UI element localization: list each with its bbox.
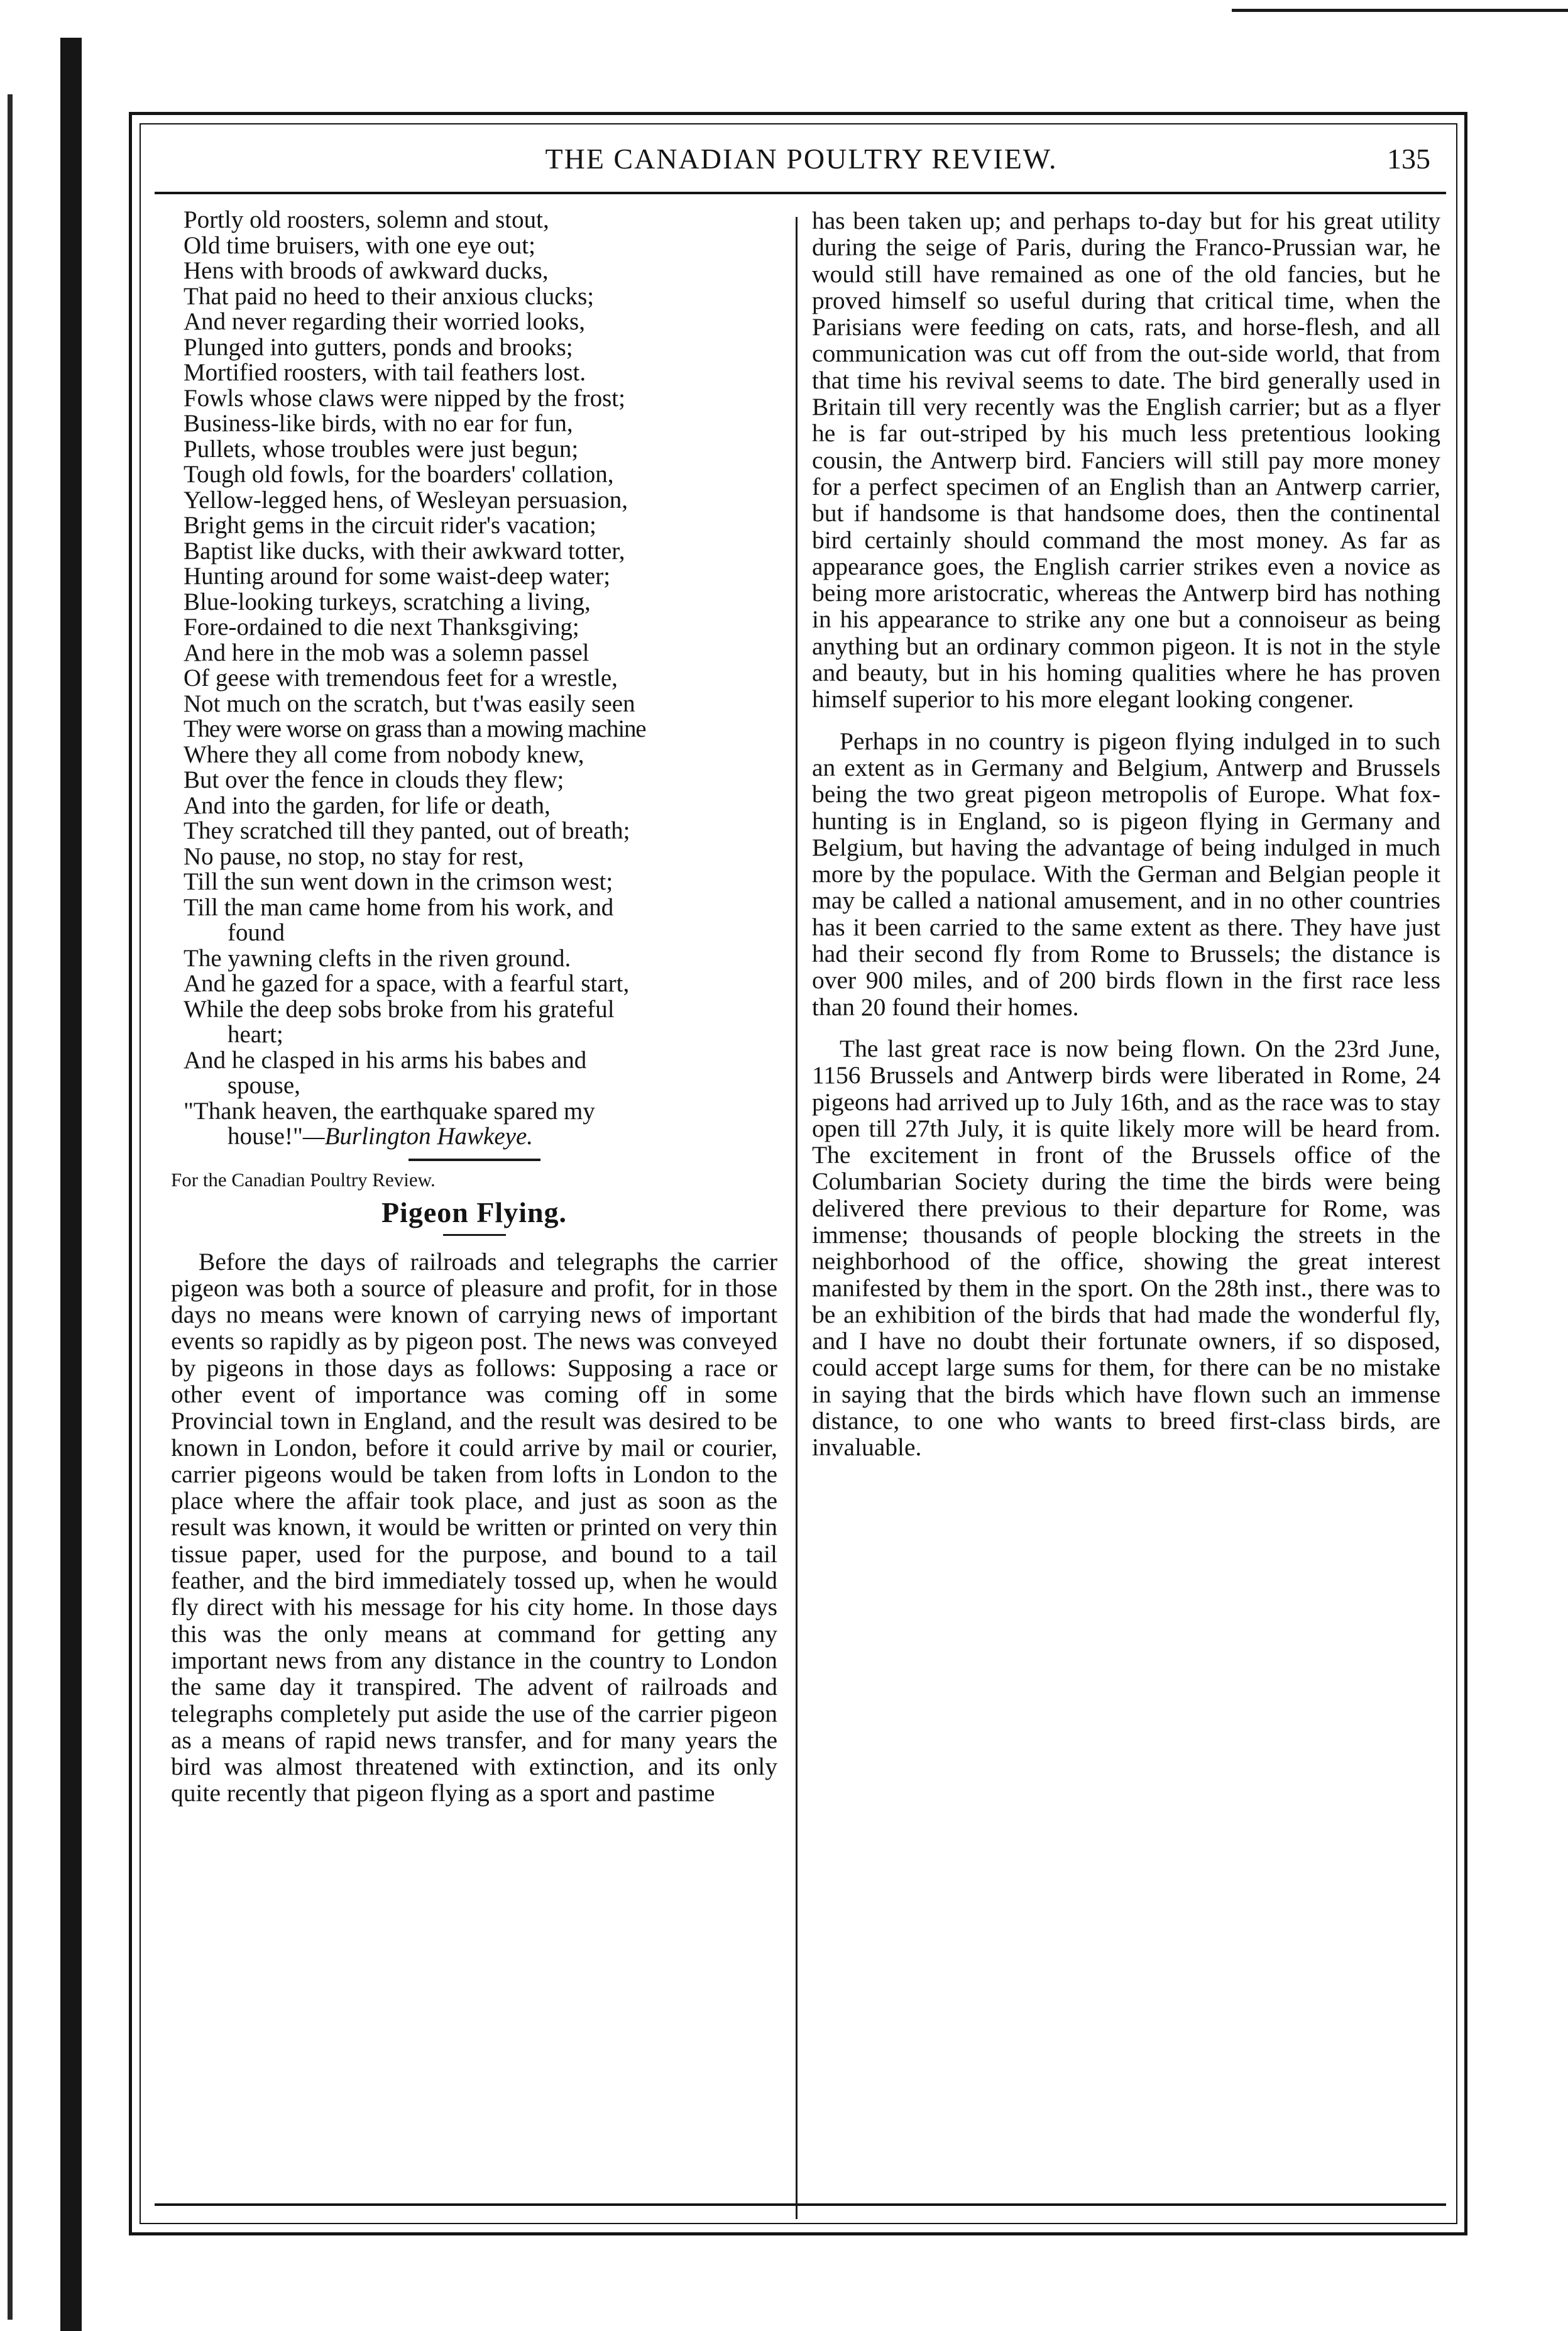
poem-line: Not much on the scratch, but t'was easily seen bbox=[184, 690, 635, 717]
article-title: Pigeon Flying. bbox=[381, 1196, 567, 1228]
article-source: For the Canadian Poultry Review. bbox=[171, 1168, 436, 1191]
poem-line: Tough old fowls, for the boarders' collation, bbox=[184, 461, 614, 488]
poem-line: Hunting around for some waist-deep water; bbox=[184, 563, 611, 590]
poem-line: Old time bruisers, with one eye out; bbox=[184, 231, 535, 259]
poem-line: And here in the mob was a solemn passel bbox=[184, 639, 589, 666]
scan-top-rule bbox=[1232, 9, 1568, 12]
header-rule bbox=[155, 192, 1446, 194]
poem-line: Bright gems in the circuit rider's vacation; bbox=[184, 512, 596, 539]
poem-line: They were worse on grass than a mowing machine bbox=[184, 715, 646, 742]
right-column bbox=[806, 207, 1447, 1476]
article-paragraph: Before the days of railroads and telegraphs the carrier pigeon was both a source of pleasure and profit, for in those days no means were known of carrying news of important events so rapidly as by pigeon post. The news was conveyed by pigeons in those days as follows: Supposing a race or other event of importance was coming off in some Provincial town in England, and the result was desired to be known in London, before it could arrive by mail or courier, carrier pigeons would be taken from lofts in London to the place where the affair took place, and just as soon as the result was known, it would be written or printed on very thin tissue paper, used for the purpose, and bound to a tail feather, and the bird immediately tossed up, when he would fly direct with his message for his city home. In those days this was the only means at command for getting any important news from any distance in the country to London the same day it transpired. The advent of railroads and telegraphs completely put aside the use of the carrier pigeon as a means of rapid news transfer, and for many years the bird was almost threatened with extinction, and its only quite recently that pigeon flying as a sport and pastime bbox=[171, 1247, 777, 1807]
poem-line: While the deep sobs broke from his grateful bbox=[184, 995, 615, 1023]
poem-line: But over the fence in clouds they flew; bbox=[184, 766, 564, 793]
left-column bbox=[165, 207, 784, 1822]
publication-title: THE CANADIAN POULTRY REVIEW. bbox=[545, 143, 1058, 175]
poem-credit: —Burlington Hawkeye. bbox=[302, 1123, 534, 1150]
poem-line: No pause, no stop, no stay for rest, bbox=[184, 842, 524, 870]
poem-line: Portly old roosters, solemn and stout, bbox=[184, 206, 549, 233]
page-number: 135 bbox=[1387, 143, 1430, 175]
poem-line: And into the garden, for life or death, bbox=[184, 791, 551, 819]
title-rule bbox=[443, 1234, 506, 1236]
poem-line: Yellow-legged hens, of Wesleyan persuasion, bbox=[184, 486, 628, 514]
running-head bbox=[157, 137, 1445, 181]
poem-line: And never regarding their worried looks, bbox=[184, 308, 585, 335]
poem-line: And he gazed for a space, with a fearful start, bbox=[184, 970, 630, 997]
poem-line: The yawning clefts in the riven ground. bbox=[184, 944, 571, 972]
poem-line: Till the sun went down in the crimson west; bbox=[184, 868, 613, 895]
poem-line: Fowls whose claws were nipped by the frost; bbox=[184, 384, 625, 412]
scan-edge-thin bbox=[8, 94, 13, 2320]
poem-line: Mortified roosters, with tail feathers lost. bbox=[184, 359, 586, 386]
poem-line: Hens with broods of awkward ducks, bbox=[184, 257, 549, 284]
article-paragraph: has been taken up; and perhaps to-day but for his great utility during the seige of Paris, during the Franco-Prussian war, he would still have remained as one of the old fancies, but he proved himself so useful during that critical time, when the Parisians were feeding on cats, rats, and horse-flesh, and all communication was cut off from the out-side world, that from that time his revival seems to date. The bird generally used in Britain till very recently was the English carrier; but as a flyer he is far out-striped by his much less pretentious looking cousin, the Antwerp bird. Fanciers will still pay more money for a perfect specimen of an English than an Antwerp carrier, but if handsome is that handsome does, then the continental bird certainly should command the most money. As far as appearance goes, the English carrier strikes even a novice as being more aristocratic, whereas the Antwerp bird has nothing in his appearance to strike any one but a connoiseur as being anything but an ordinary common pigeon. It is not in the style and beauty, but in his homing qualities where he has proven himself superior to his more elegant looking congener. bbox=[812, 207, 1440, 714]
poem-line: And he clasped in his arms his babes and bbox=[184, 1046, 587, 1074]
poem-line: Business-like birds, with no ear for fun, bbox=[184, 410, 573, 437]
poem-line: heart; bbox=[228, 1021, 283, 1048]
poem-line: That paid no heed to their anxious clucks; bbox=[184, 282, 595, 310]
poem-line: Baptist like ducks, with their awkward totter, bbox=[184, 537, 625, 565]
article-paragraph: Perhaps in no country is pigeon flying indulged in to such an extent as in Germany and Belgium, Antwerp and Brussels being the two great pigeon metropolis of Europe. What fox-hunting is in England, so is pigeon flying in Germany and Belgium, but having the advantage of being indulged in much more by the populace. With the German and Belgian people it may be called a national amusement, and in no other countries has it been carried to the same extent as there. They have just had their second fly from Rome to Brussels; the distance is over 900 miles, and of 200 birds flown in the first race less than 20 found their homes. bbox=[812, 727, 1440, 1021]
section-separator bbox=[408, 1159, 540, 1161]
poem-line: Pullets, whose troubles were just begun; bbox=[184, 435, 579, 463]
poem-line: Blue-looking turkeys, scratching a living, bbox=[184, 588, 591, 615]
poem-line: Plunged into gutters, ponds and brooks; bbox=[184, 333, 573, 361]
poem bbox=[165, 207, 784, 1150]
poem-line: Fore-ordained to die next Thanksgiving; bbox=[184, 614, 579, 641]
footer-rule bbox=[155, 2203, 1446, 2206]
poem-line: spouse, bbox=[228, 1072, 300, 1099]
poem-last-line: house!" bbox=[228, 1123, 303, 1150]
poem-line: "Thank heaven, the earthquake spared my bbox=[184, 1097, 595, 1125]
poem-line: Till the man came home from his work, and bbox=[184, 893, 614, 921]
poem-line: found bbox=[228, 919, 285, 946]
article-paragraph: The last great race is now being flown. On the 23rd June, 1156 Brussels and Antwerp birds were liberated in Rome, 24 pigeons had arrived up to July 16th, and as the race was to stay open till 27th July, it is quite likely more will be heard from. The excitement in front of the Brussels office of the Columbarian Society during the time the birds were being delivered there previous to their departure for Rome, was immense; thousands of people blocking the streets in the neighborhood of the office, showing the great interest manifested by them in the sport. On the 28th inst., there was to be an exhibition of the birds that had made the wonderful fly, and I have no doubt their fortunate owners, if so disposed, could accept large sums for them, for there can be no mistake in saying that the birds which have flown such an immense distance, to one who wants to breed first-class birds, are invaluable. bbox=[812, 1034, 1440, 1462]
poem-line: Where they all come from nobody knew, bbox=[184, 741, 584, 768]
scan-binding-shadow bbox=[60, 38, 82, 2331]
column-divider bbox=[796, 217, 798, 2219]
poem-line bbox=[165, 1124, 784, 1150]
poem-line: They scratched till they panted, out of breath; bbox=[184, 817, 630, 844]
poem-line: Of geese with tremendous feet for a wrestle, bbox=[184, 664, 618, 692]
